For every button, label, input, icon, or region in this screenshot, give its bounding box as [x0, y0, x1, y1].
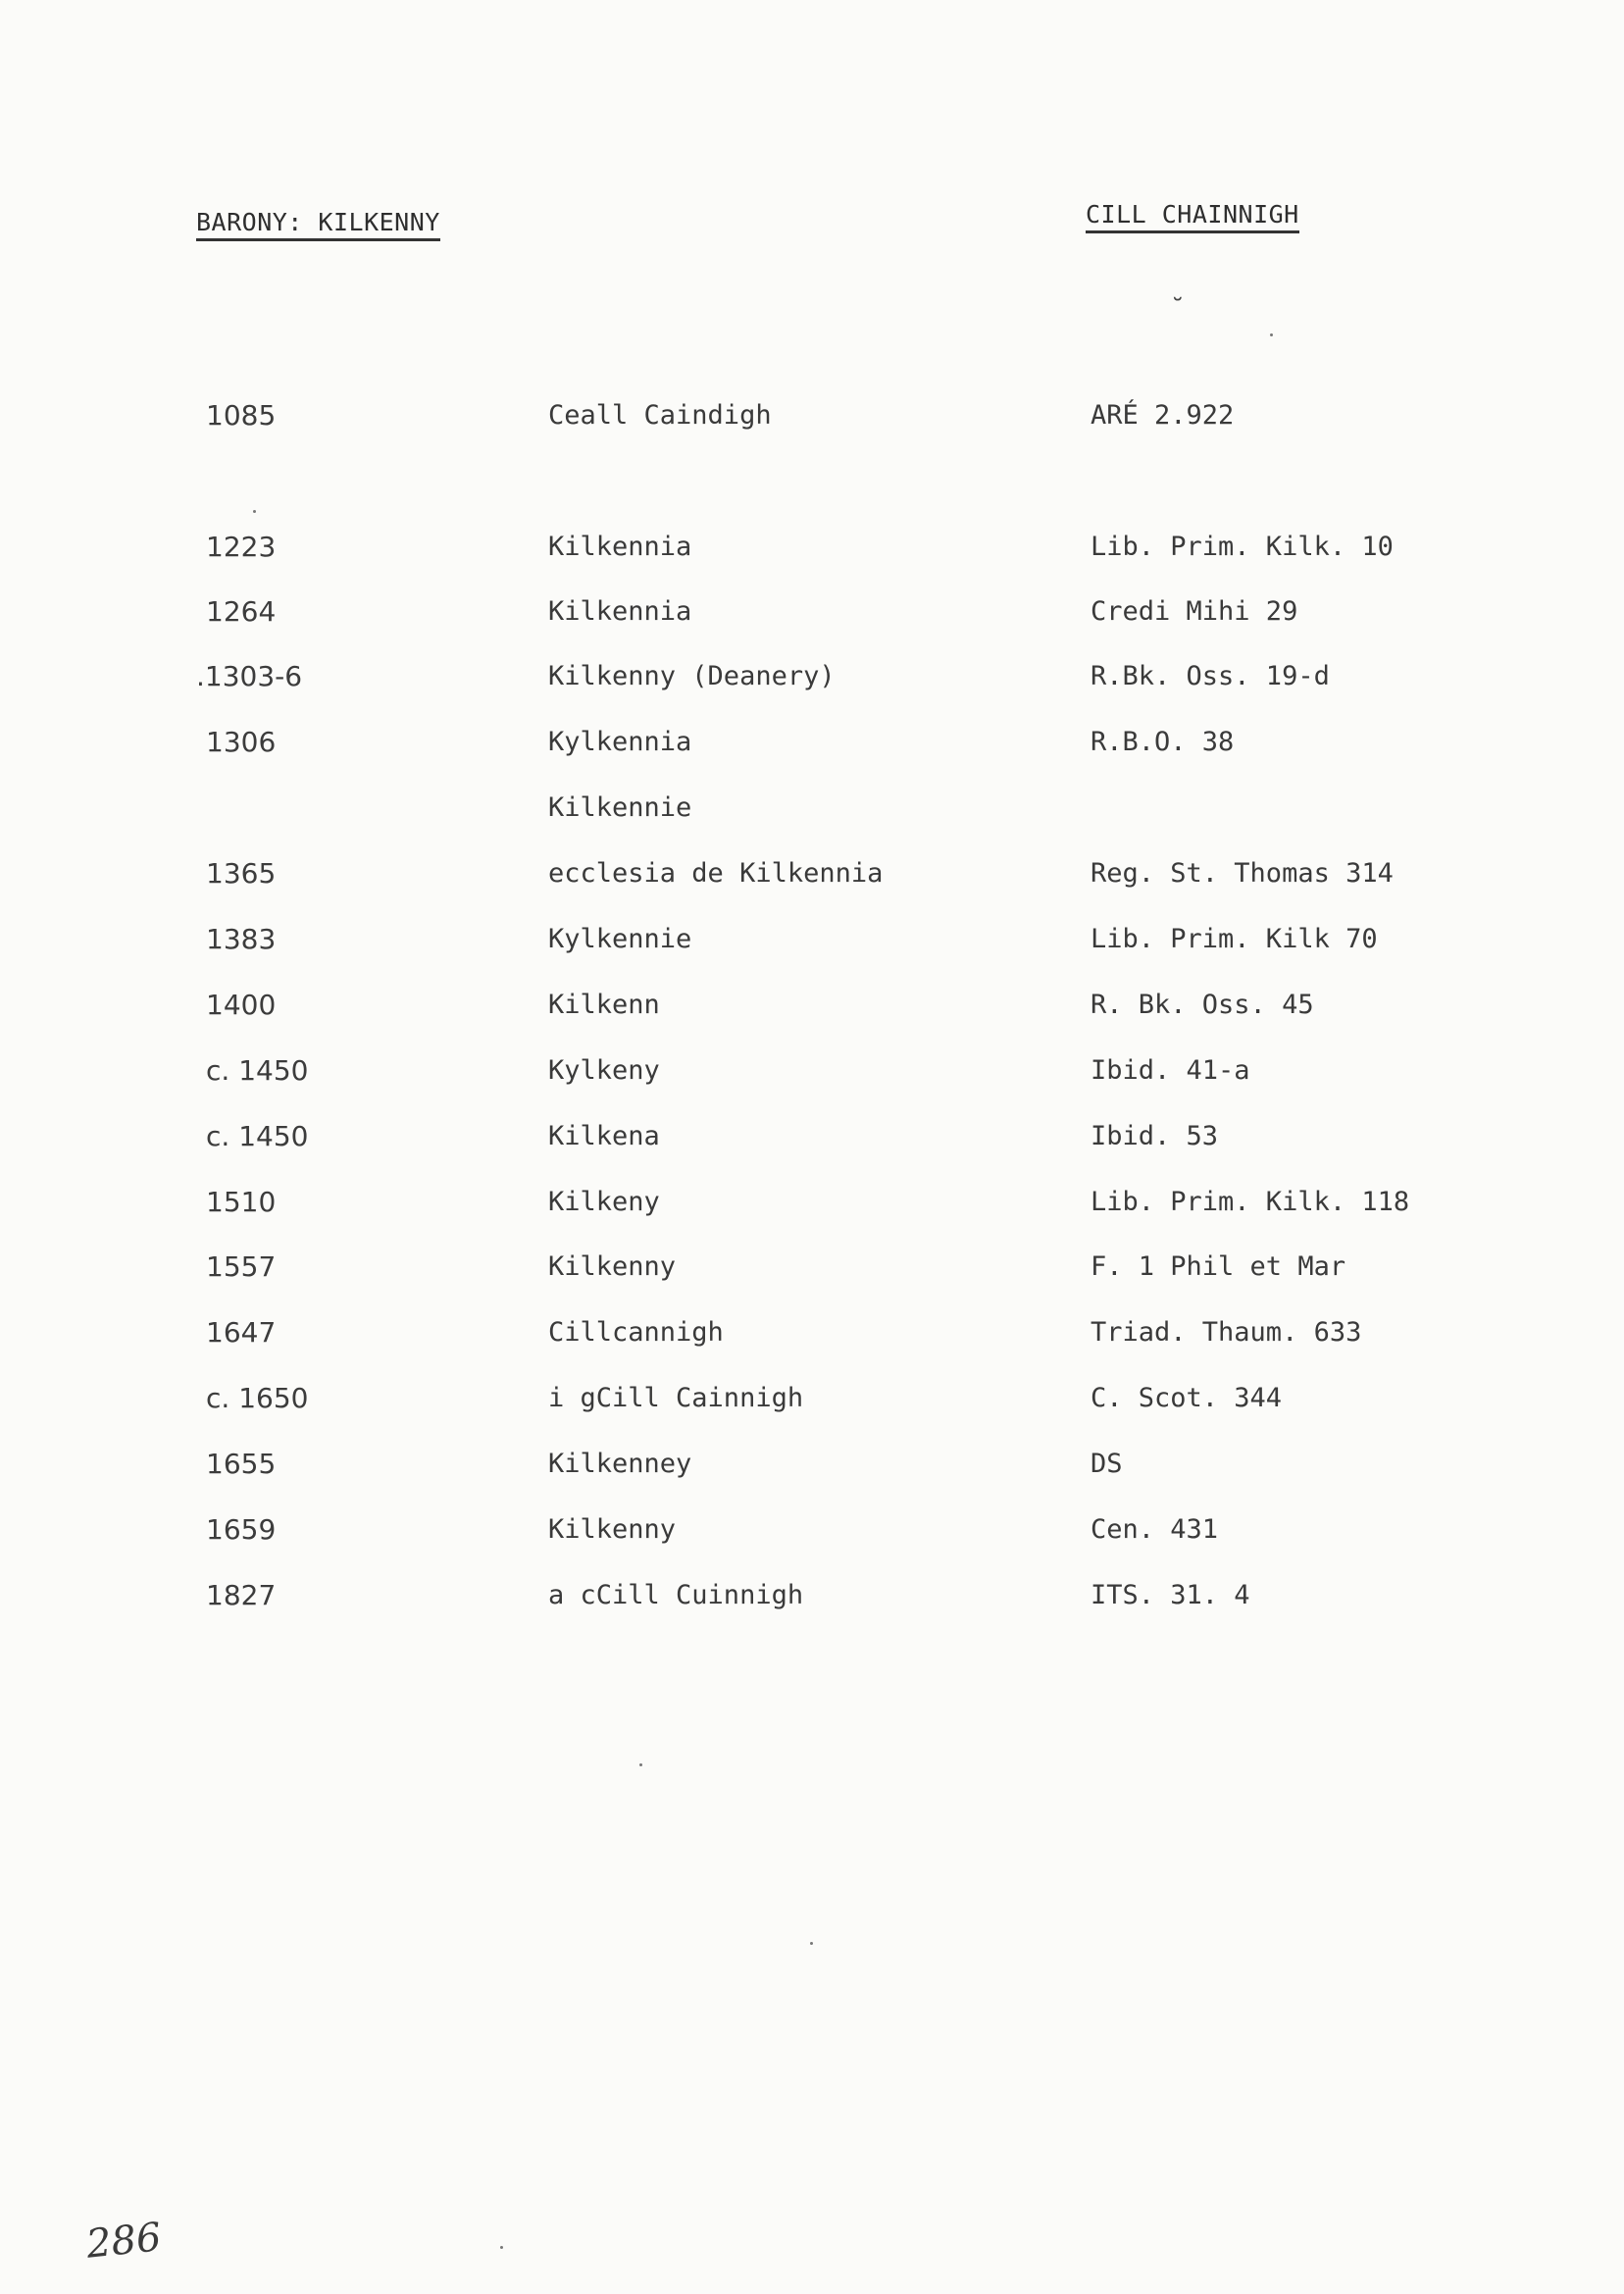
- source-cell: Ibid. 53: [1091, 1121, 1219, 1151]
- form-cell: Kilkenny (Deanery): [548, 661, 836, 691]
- form-cell: Kilkennie: [548, 792, 692, 823]
- source-cell: ARÉ 2.922: [1091, 400, 1235, 431]
- year-cell: .1303-6: [196, 660, 303, 692]
- form-cell: Cillcannigh: [548, 1317, 724, 1348]
- paper-speck: [253, 510, 256, 513]
- source-cell: ITS. 31. 4: [1091, 1580, 1250, 1610]
- year-cell: c. 1450: [206, 1120, 309, 1152]
- table-row: [0, 592, 1624, 632]
- table-row: [0, 1248, 1624, 1287]
- breve-mark: ˘: [1170, 294, 1186, 324]
- form-cell: Kylkennia: [548, 727, 692, 757]
- source-cell: R. Bk. Oss. 45: [1091, 990, 1314, 1020]
- source-cell: R.Bk. Oss. 19-d: [1091, 661, 1330, 691]
- year-cell: 1510: [206, 1186, 277, 1218]
- year-cell: c. 1450: [206, 1054, 309, 1087]
- form-cell: Kilkennia: [548, 596, 692, 627]
- form-cell: Kilkenny: [548, 1514, 677, 1545]
- paper-speck: [500, 2246, 503, 2249]
- form-cell: Kilkenney: [548, 1449, 692, 1479]
- paper-speck: [1270, 333, 1273, 336]
- year-cell: c. 1650: [206, 1382, 309, 1414]
- table-row: [0, 1313, 1624, 1352]
- year-cell: 1827: [206, 1579, 277, 1611]
- table-row: [0, 1051, 1624, 1091]
- paper-speck: [810, 1942, 813, 1945]
- barony-heading: [196, 208, 440, 241]
- form-cell: Kilkenny: [548, 1251, 677, 1282]
- form-cell: Kilkeny: [548, 1187, 660, 1217]
- table-row: [0, 986, 1624, 1025]
- form-cell: Kylkeny: [548, 1055, 660, 1086]
- table-row: [0, 1117, 1624, 1156]
- table-row: [0, 1183, 1624, 1222]
- table-row: [0, 1576, 1624, 1615]
- source-cell: DS: [1091, 1449, 1123, 1479]
- year-cell: 1383: [206, 923, 277, 955]
- table-row: [0, 1379, 1624, 1418]
- year-cell: 1085: [206, 399, 277, 432]
- table-row: [0, 396, 1624, 435]
- irish-name-heading-text: CILL CHAINNIGH: [1086, 200, 1299, 233]
- form-cell: Ceall Caindigh: [548, 400, 772, 431]
- table-row: [0, 789, 1624, 828]
- handwritten-page-number: 286: [83, 2215, 164, 2268]
- year-cell: 1223: [206, 531, 277, 563]
- form-cell: ecclesia de Kilkennia: [548, 858, 884, 889]
- table-row: [0, 528, 1624, 567]
- paper-speck: [639, 1763, 642, 1766]
- form-cell: Kilkena: [548, 1121, 660, 1151]
- table-row: [0, 1510, 1624, 1550]
- year-cell: 1655: [206, 1448, 277, 1480]
- source-cell: Lib. Prim. Kilk 70: [1091, 924, 1378, 954]
- form-cell: Kylkennie: [548, 924, 692, 954]
- year-cell: 1400: [206, 989, 277, 1021]
- source-cell: Cen. 431: [1091, 1514, 1219, 1545]
- form-cell: i gCill Cainnigh: [548, 1383, 804, 1413]
- year-cell: 1647: [206, 1316, 277, 1349]
- table-row: [0, 1445, 1624, 1484]
- source-cell: Reg. St. Thomas 314: [1091, 858, 1394, 889]
- year-cell: 1306: [206, 726, 277, 758]
- table-row: [0, 920, 1624, 959]
- year-cell: 1557: [206, 1250, 277, 1283]
- source-cell: Credi Mihi 29: [1091, 596, 1298, 627]
- year-cell: 1264: [206, 595, 277, 628]
- barony-heading-text: BARONY: KILKENNY: [196, 208, 440, 241]
- source-cell: C. Scot. 344: [1091, 1383, 1283, 1413]
- source-cell: Lib. Prim. Kilk. 118: [1091, 1187, 1410, 1217]
- table-row: [0, 854, 1624, 893]
- source-cell: Ibid. 41-a: [1091, 1055, 1250, 1086]
- irish-name-heading: [1086, 200, 1299, 233]
- source-cell: F. 1 Phil et Mar: [1091, 1251, 1346, 1282]
- table-row: [0, 657, 1624, 696]
- form-cell: Kilkenn: [548, 990, 660, 1020]
- source-cell: Lib. Prim. Kilk. 10: [1091, 532, 1394, 562]
- source-cell: R.B.O. 38: [1091, 727, 1235, 757]
- source-cell: Triad. Thaum. 633: [1091, 1317, 1362, 1348]
- year-cell: 1365: [206, 857, 277, 890]
- form-cell: a cCill Cuinnigh: [548, 1580, 804, 1610]
- form-cell: Kilkennia: [548, 532, 692, 562]
- table-row: [0, 723, 1624, 762]
- year-cell: 1659: [206, 1513, 277, 1546]
